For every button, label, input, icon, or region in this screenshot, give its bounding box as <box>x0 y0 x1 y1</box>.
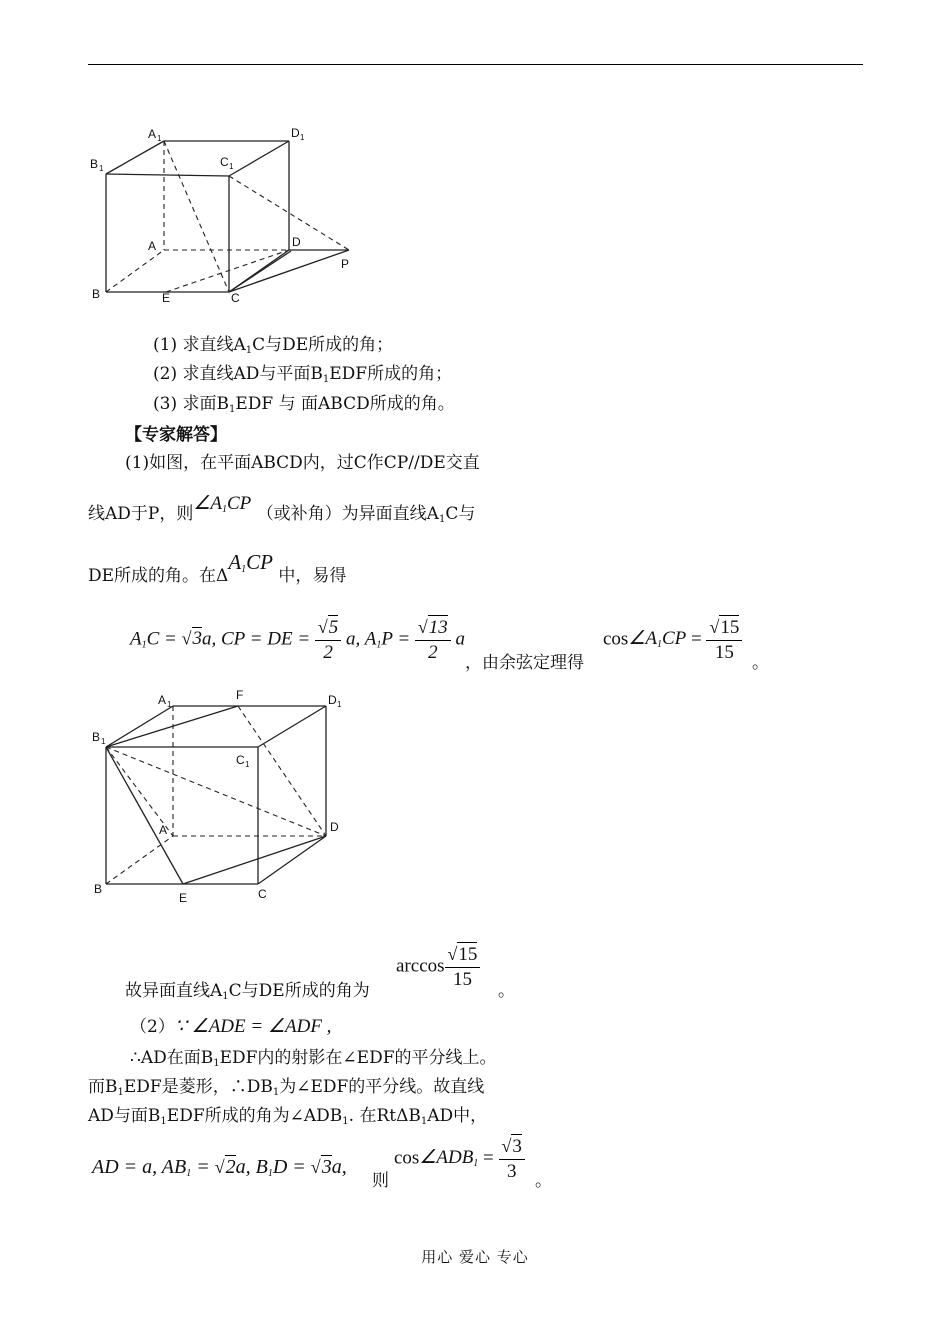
question-2: (2) 求直线AD与平面$B_1EDF$所成的角； <box>153 364 453 385</box>
label-D: D <box>292 235 301 249</box>
label2-D: D <box>330 820 339 834</box>
label2-C: C <box>258 887 267 901</box>
part-2-line-2: 而$B_1EDF$是菱形，$\therefore DB_1$为∠EDF的平分线。故直线 <box>88 1077 485 1098</box>
label-A1: A <box>148 127 157 141</box>
question-1: (1) 求直线$A_1C$与DE所成的角； <box>153 335 394 356</box>
answer-heading: 【专家解答】 <box>125 425 227 445</box>
question-3: (3) 求面$B_1EDF$ 与 面ABCD所成的角。 <box>153 394 455 415</box>
formula-cos-adb: $\cos\angle ADB_1$ = $\frac{√3}{3}$ <box>394 1134 525 1184</box>
formula-ad: AD = a, $AB_1 = √2a$, $B_1D = √3a$, <box>92 1156 347 1179</box>
label2-C1-sub: 1 <box>245 760 250 769</box>
conclusion-1: 故异面直线$A_1C$与DE所成的角为 <box>125 981 370 1002</box>
label-P: P <box>341 257 350 271</box>
label-D1: D <box>291 126 300 140</box>
para-1: (1)如图，在平面ABCD内，过C作CP//DE交直 <box>125 453 480 473</box>
footer: 用心 爱心 专心 <box>421 1248 529 1266</box>
arccos-expr: arccos $\frac{√15}{15}$ <box>396 942 480 992</box>
label-C1-sub: 1 <box>229 162 234 171</box>
label-A: A <box>148 239 157 253</box>
label-B1: B <box>90 157 99 171</box>
label-B1-sub: 1 <box>99 164 104 173</box>
label2-D1-sub: 1 <box>337 700 342 709</box>
period-2: 。 <box>498 981 515 1001</box>
label2-A1-sub: 1 <box>167 700 172 709</box>
formula-cos: $\cos\angle A_1CP$ = $\frac{√15}{15}$ <box>603 615 742 665</box>
part-2-start: （2）∵ ∠ADE = ∠ADF , <box>130 1016 332 1037</box>
label-A1-sub: 1 <box>157 134 162 143</box>
header-rule <box>88 64 863 65</box>
label-E: E <box>162 291 171 305</box>
period-1: 。 <box>752 653 769 673</box>
label-C1: C <box>220 155 229 169</box>
part-2-line-1: ∴AD在面$B_1EDF$内的射影在∠EDF的平分线上。 <box>130 1048 497 1069</box>
period-3: 。 <box>535 1171 552 1191</box>
label2-B1: B <box>92 730 101 744</box>
label-C: C <box>231 291 240 305</box>
figure-cube-1 <box>86 120 366 310</box>
ze-text: 则 <box>372 1171 389 1191</box>
label2-F: F <box>236 688 244 702</box>
label2-B1-sub: 1 <box>101 737 106 746</box>
label2-C1: C <box>236 753 245 767</box>
figure-cube-2 <box>86 686 366 908</box>
part-2-line-3: AD与面$B_1EDF$所成的角为$\angle ADB_1$. 在RtΔB$_1$AD中， <box>88 1106 488 1127</box>
label2-D1: D <box>328 693 337 707</box>
label2-E: E <box>179 891 188 905</box>
label-B: B <box>92 287 101 301</box>
formula-lengths: $A_1C = √3a$, CP = DE = $\frac{√5}{2}$ a, $A_1P$ = $\frac{√13}{2}$ a <box>130 617 466 663</box>
label-D1-sub: 1 <box>300 133 305 142</box>
formula-text: ，由余弦定理得 <box>465 653 584 673</box>
label2-A: A <box>159 823 168 837</box>
para-3: DE所成的角。在$\Delta A_1CP$ 中，易得 <box>88 550 347 586</box>
label2-A1: A <box>158 693 167 707</box>
para-2: 线AD于P，则$\angle A_1CP$ （或补角）为异面直线$A_1C$与 <box>88 493 476 525</box>
label2-B: B <box>94 882 103 896</box>
